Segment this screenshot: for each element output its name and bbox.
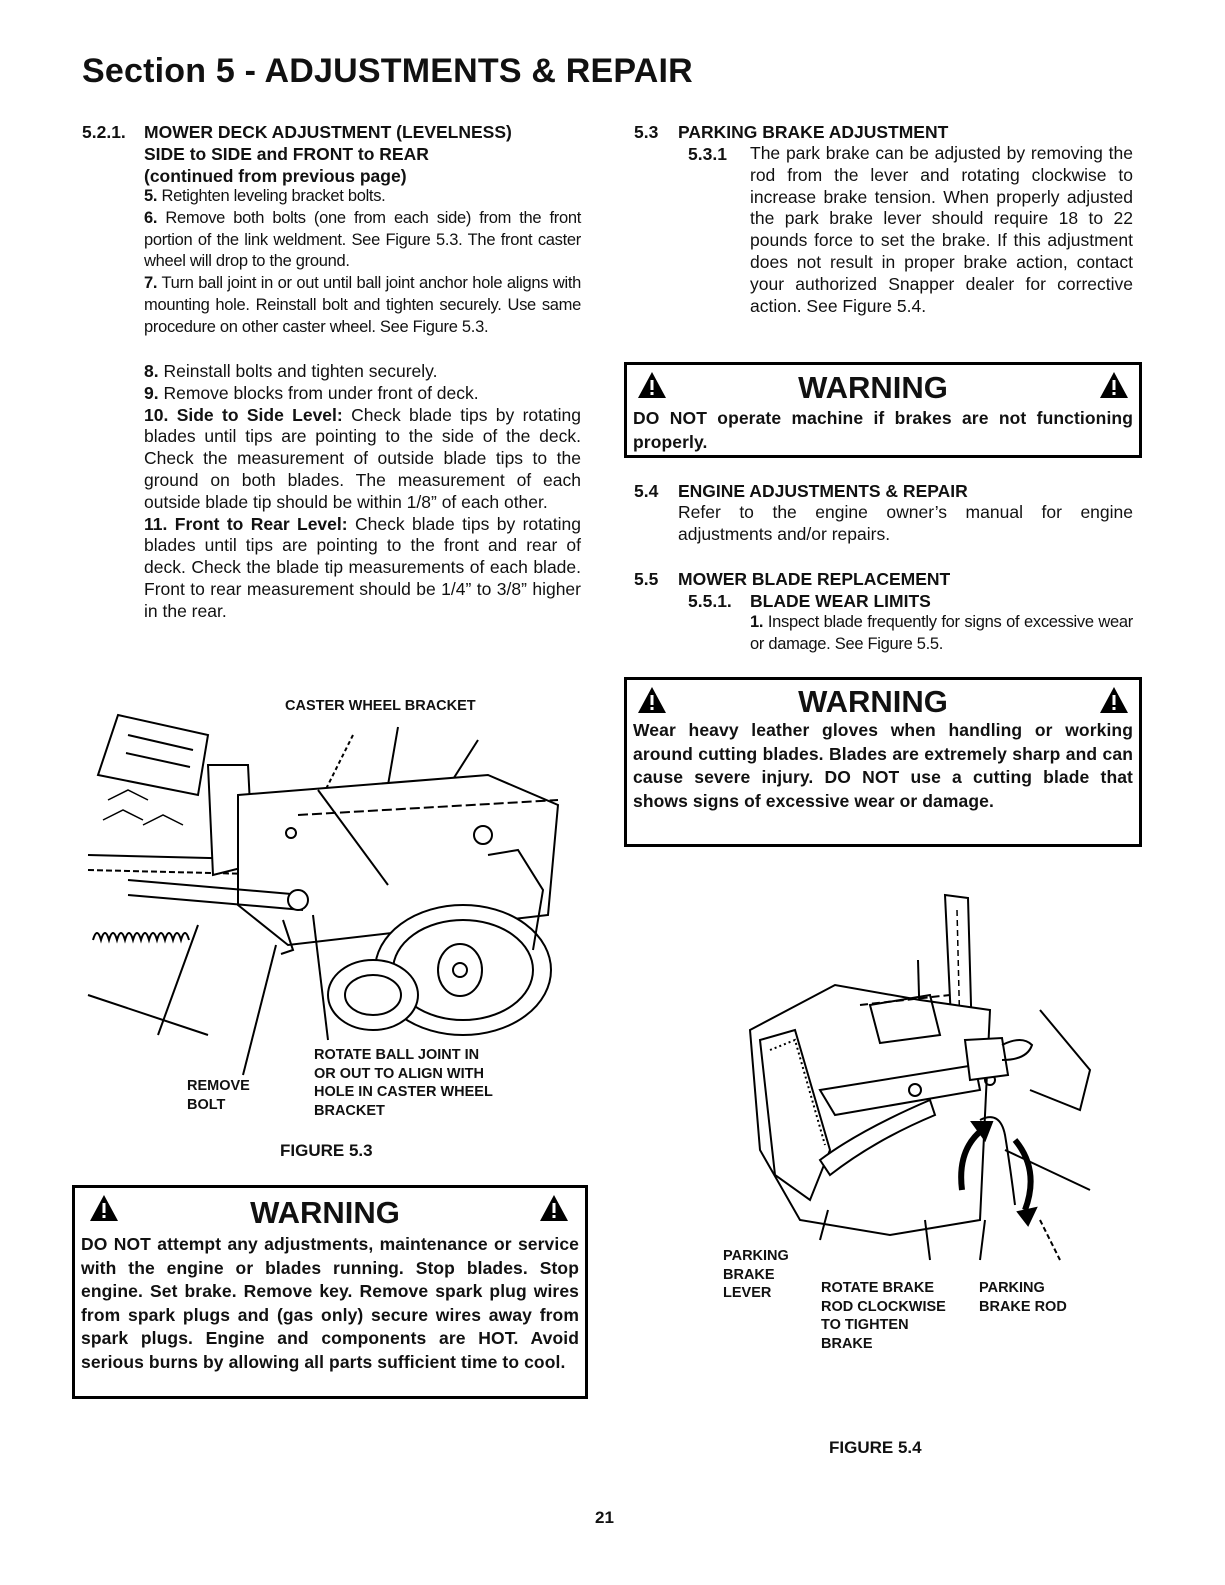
caster-wheel-illustration [88,705,578,1050]
section-5-3-1-number: 5.3.1 [688,144,727,164]
heading-line: (continued from previous page) [144,166,407,186]
label-line: BRAKE [821,1335,873,1352]
steps-8-to-11 [144,361,581,623]
label-line: BRAKE ROD [979,1298,1067,1315]
label-line: ROTATE BRAKE [821,1280,935,1296]
step-text: Remove blocks from under front of deck. [163,382,479,403]
page-number: 21 [595,1508,614,1527]
rotate-brake-rod-label [821,1279,946,1353]
section-5-3-heading: PARKING BRAKE ADJUSTMENT [678,122,949,142]
step-9 [144,383,581,405]
section-5-4-text: Refer to the engine owner’s manual for engine adjustments and/or repairs. [678,502,1133,544]
step-number: 7. [144,274,158,293]
step-number: 9. [144,382,159,403]
step-7 [144,273,581,338]
warning-paragraph: DO NOT attempt any adjustments, maintenance or service with the engine or blades running. Stop blades. Stop engine. Set brake. Remove key. Remove spark plug wires from spark plugs and (gas only) secure wires away from spark plugs. Engine and components are HOT. Avoid serious burns by allowing all parts sufficient time to cool. [81,1234,579,1372]
step-number: 11. [144,513,168,534]
caster-wheel-bracket-label: CASTER WHEEL BRACKET [285,698,476,714]
label-line: BRACKET [314,1102,385,1119]
warning-triangle-icon [637,686,667,714]
warning-triangle-icon [1099,371,1129,399]
step-number: 10. [144,404,169,425]
parking-brake-rod-label [979,1279,1067,1316]
label-line: HOLE IN CASTER WHEEL [314,1084,493,1100]
step-8 [144,361,581,383]
section-5-3-number: 5.3 [634,122,659,142]
warning-triangle-icon [1099,686,1129,714]
rotate-ball-joint-label [314,1046,493,1120]
step-text: Retighten leveling bracket bolts. [161,187,386,205]
warning-title: WARNING [798,684,948,719]
heading-line: SIDE to SIDE and FRONT to REAR [144,144,429,164]
warning-text [627,719,1139,813]
section-5-2-1-heading [144,121,584,187]
step-lead: Side to Side Level: [176,404,343,425]
step-6 [144,208,581,273]
warning-text [75,1230,585,1375]
figure-5-4-caption: FIGURE 5.4 [829,1438,922,1457]
warning-paragraph: Wear heavy leather gloves when handling or working around cutting blades. Blades are extremely sharp and can cause severe injury. DO NOT use a cutting blade that shows signs of excessive wear or damage. [633,720,1133,811]
step-number: 1. [750,613,764,631]
remove-bolt-label [187,1077,250,1114]
step-text: Turn ball joint in or out until ball joint anchor hole aligns with mounting hole. Reinstall bolt and tighten securely. Use same procedure on other caster wheel. See Figure 5.3. [144,274,581,336]
label-line: PARKING [723,1248,789,1264]
warning-paragraph: DO NOT operate machine if brakes are not functioning properly. [633,408,1133,452]
label-line: BOLT [187,1096,226,1113]
step-10 [144,405,581,514]
warning-triangle-icon [539,1194,569,1222]
label-line: REMOVE [187,1078,250,1094]
page-title: Section 5 - ADJUSTMENTS & REPAIR [82,52,693,90]
warning-triangle-icon [89,1194,119,1222]
warning-text [627,405,1139,454]
step-11 [144,514,581,623]
step-number: 5. [144,187,158,205]
label-line: TO TIGHTEN [821,1317,909,1333]
warning-title: WARNING [250,1195,400,1230]
label-line: BRAKE [723,1266,775,1283]
steps-5-to-7 [144,186,581,339]
step-text: Reinstall bolts and tighten securely. [163,361,438,381]
warning-box-adjustments [72,1185,588,1399]
parking-brake-lever-label [723,1247,789,1303]
step-text: Remove both bolts (one from each side) from the front portion of the link weldment. See Figure 5.3. The front caster wheel will drop to the ground. [144,208,581,271]
section-5-4-number: 5.4 [634,481,659,501]
step-text: Check blade tips by rotating blades until tips are pointing to the side of the deck. Check the measurement of outside blade tips to the ground on both blades. The measurement of each outside blade tip should be within 1/8” of each other. [144,404,581,512]
heading-line: MOWER DECK ADJUSTMENT (LEVELNESS) [144,122,512,142]
step-5 [144,186,581,208]
parking-brake-illustration [740,890,1100,1260]
section-5-5-1-text [750,612,1133,656]
step-text: Inspect blade frequently for signs of excessive wear or damage. See Figure 5.5. [750,613,1133,653]
step-text: Check blade tips by rotating blades until tips are pointing to the front and rear of deck. Check the blade tip measurements of each blade. Front to rear measurement should be 1/4” to 3/8” higher in the rear. [144,513,581,621]
warning-box-blades [624,677,1142,847]
figure-5-3-caption: FIGURE 5.3 [280,1141,373,1160]
step-lead: Front to Rear Level: [174,513,348,534]
section-5-5-1-number: 5.5.1. [688,591,732,611]
section-5-5-heading: MOWER BLADE REPLACEMENT [678,569,951,589]
section-5-2-1-number: 5.2.1. [82,122,126,142]
step-number: 8. [144,361,159,381]
label-line: ROD CLOCKWISE [821,1298,946,1315]
warning-title: WARNING [798,370,948,405]
section-5-4-heading: ENGINE ADJUSTMENTS & REPAIR [678,481,968,501]
label-line: OR OUT TO ALIGN WITH [314,1065,484,1082]
label-line: PARKING [979,1280,1045,1296]
section-5-5-1-heading: BLADE WEAR LIMITS [750,591,931,611]
warning-box-brakes [624,362,1142,458]
label-line: LEVER [723,1285,772,1301]
section-5-3-1-text: The park brake can be adjusted by removing the rod from the lever and rotating clockwise to increase brake tension. When properly adjusted the park brake lever should require 18 to 22 pounds force to set the brake. If this adjustment does not result in proper brake action, contact your authorized Snapper dealer for corrective action. See Figure 5.4. [750,143,1133,316]
warning-triangle-icon [637,371,667,399]
section-5-5-number: 5.5 [634,569,659,589]
step-number: 6. [144,208,158,227]
label-line: ROTATE BALL JOINT IN [314,1047,480,1063]
